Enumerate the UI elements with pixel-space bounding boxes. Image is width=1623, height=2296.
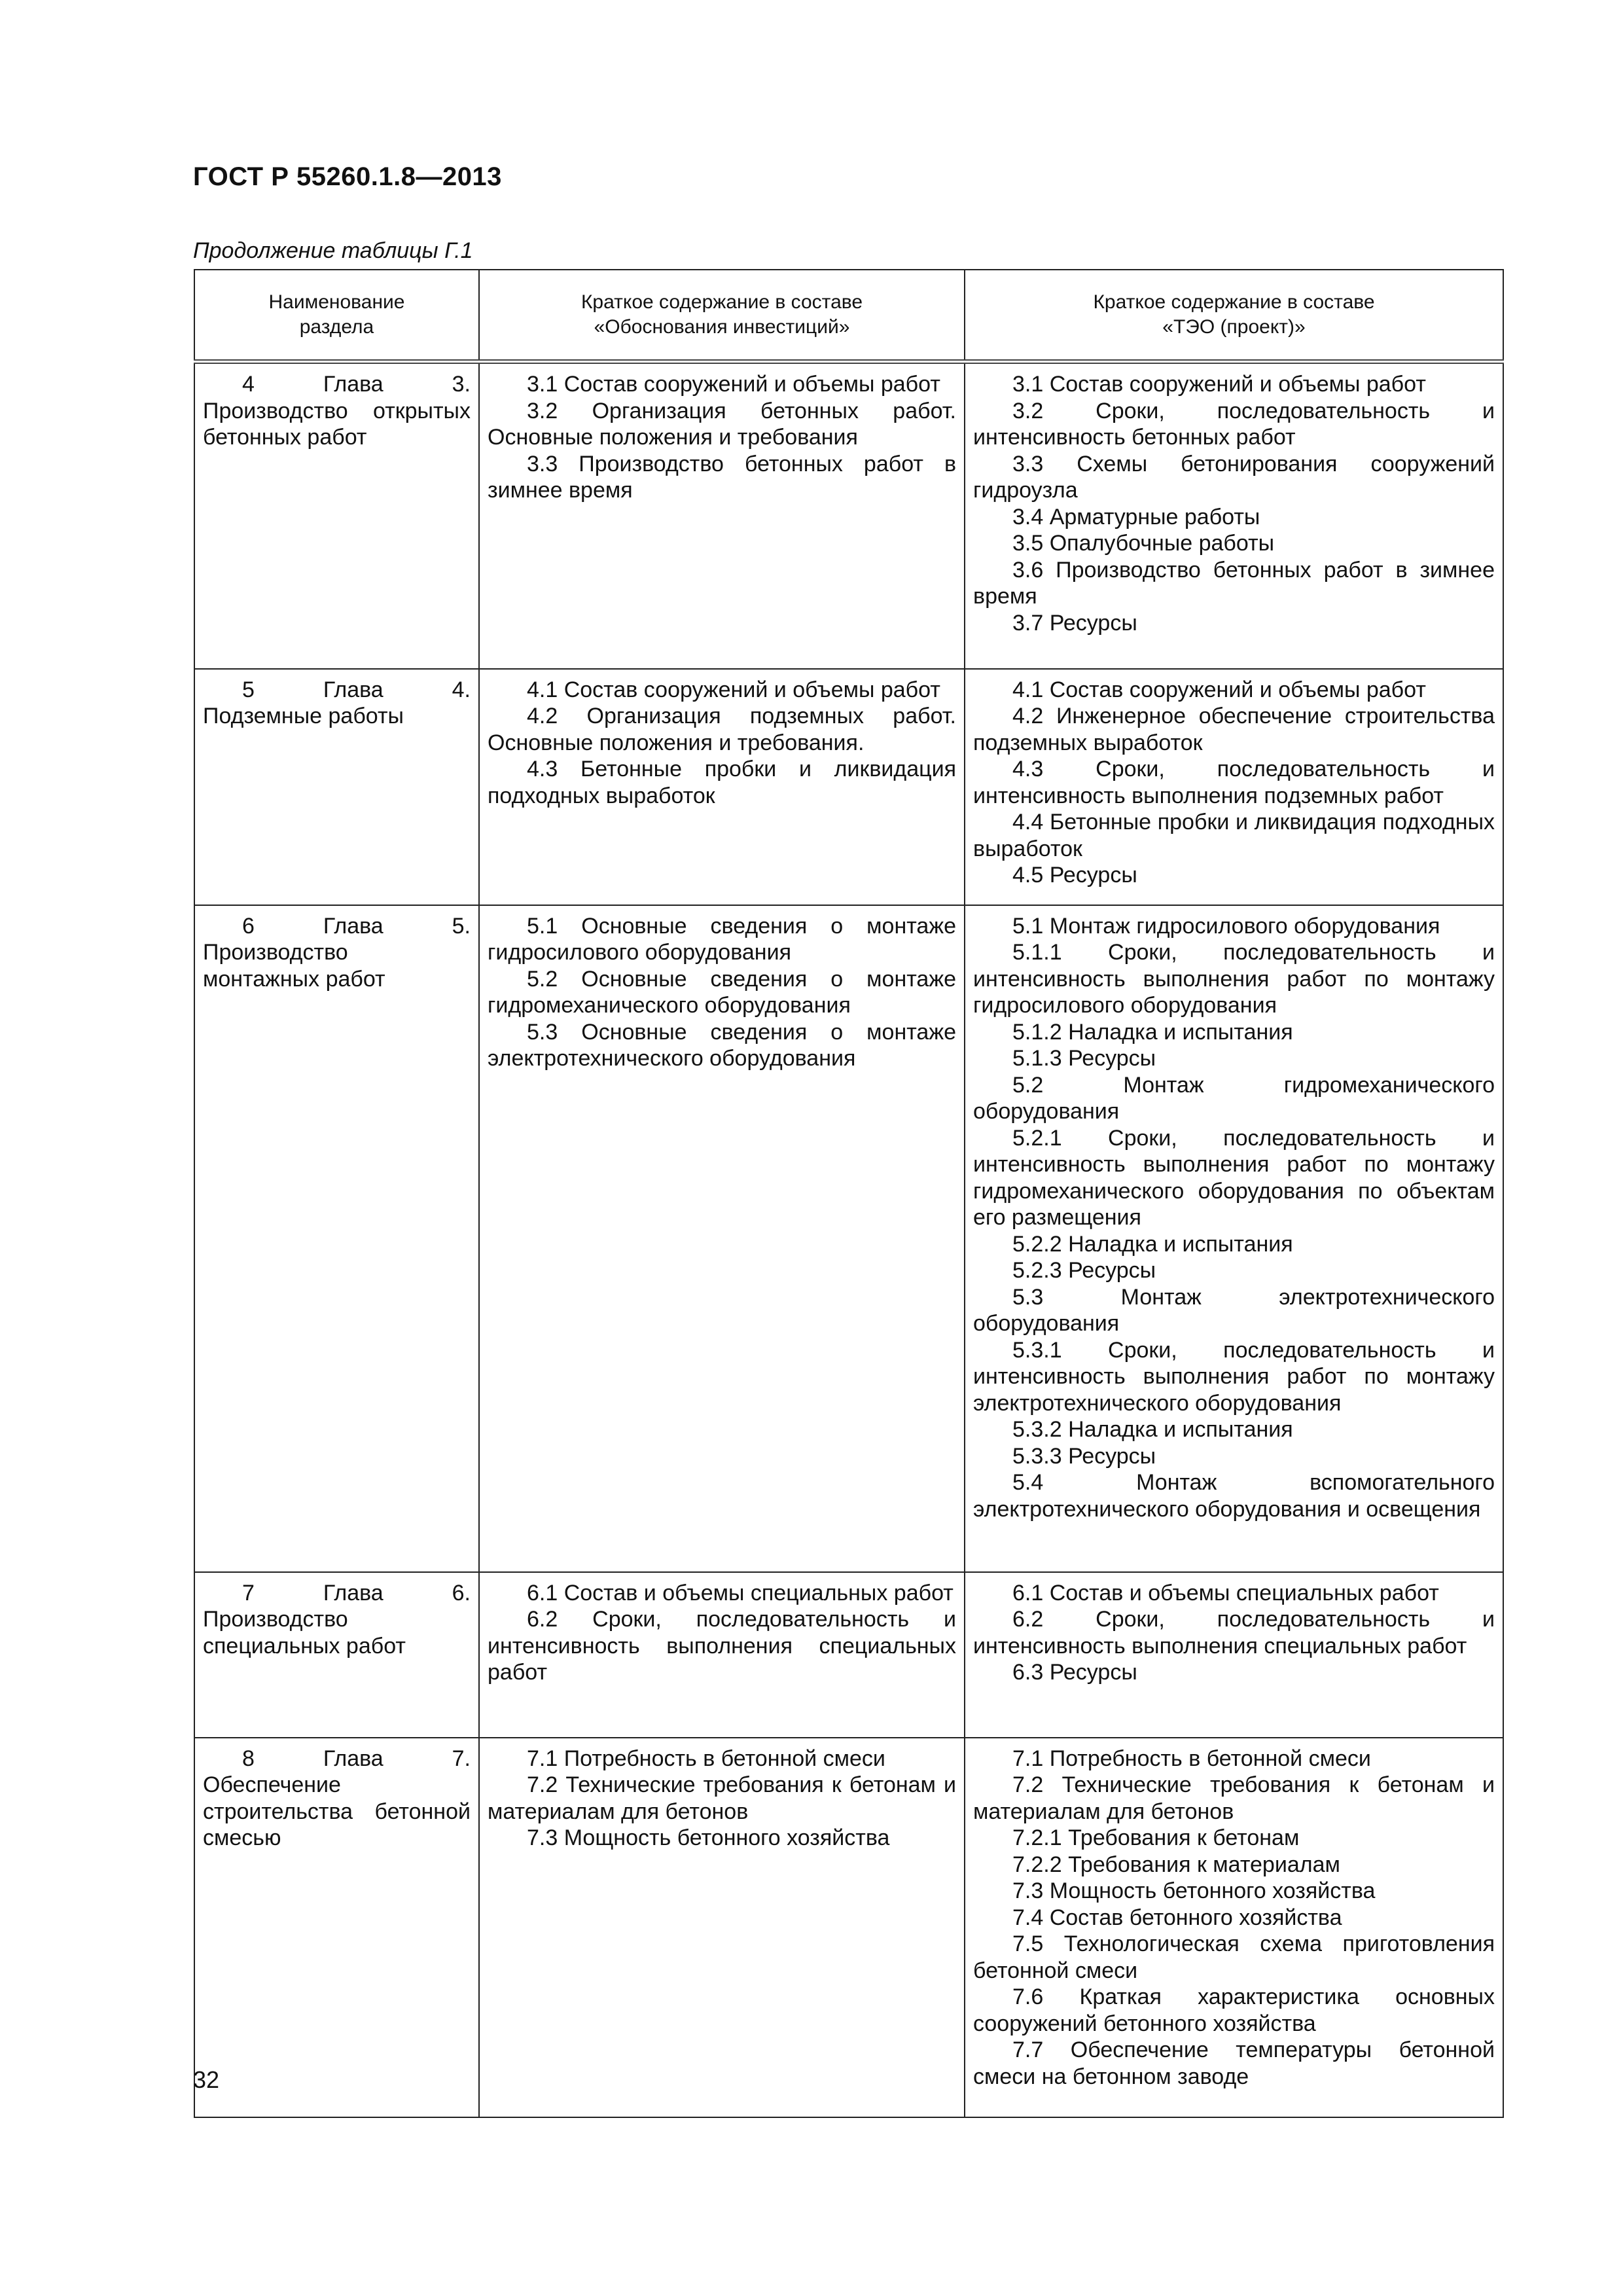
table-row	[194, 1572, 1503, 1738]
feasibility-content-cell	[965, 905, 1503, 1572]
investment-content-cell	[479, 905, 965, 1572]
section-name: 7 Глава 6. Производство специальных работ	[203, 1580, 471, 1659]
section-name: 4 Глава 3. Производство открытых бетонных работ	[203, 372, 471, 450]
content-item: 4.1 Состав сооружений и объемы работ	[527, 677, 940, 702]
table-body	[194, 362, 1503, 2117]
content-item: 4.2 Организация подземных работ. Основные положения и требования.	[488, 704, 956, 755]
content-item: 7.3 Мощность бетонного хозяйства	[1012, 1878, 1376, 1903]
content-item: 5.2.3 Ресурсы	[1012, 1258, 1156, 1283]
content-item: 4.3 Сроки, последовательность и интенсивность выполнения подземных работ	[973, 757, 1495, 808]
content-item: 7.7 Обеспечение температуры бетонной смеси на бетонном заводе	[973, 2037, 1495, 2089]
content-item: 5.2.1 Сроки, последовательность и интенсивность выполнения работ по монтажу гидромеханического оборудования по объектам его размещения	[973, 1125, 1495, 1230]
header-row	[194, 270, 1503, 362]
content-item: 7.2.2 Требования к материалам	[1012, 1852, 1340, 1877]
investment-content-cell	[479, 1738, 965, 2117]
section-name-cell	[194, 905, 479, 1572]
content-item: 3.4 Арматурные работы	[1012, 504, 1260, 529]
content-item: 3.7 Ресурсы	[1012, 610, 1137, 636]
investment-content-cell	[479, 669, 965, 905]
page-number: 32	[193, 2066, 220, 2093]
content-item: 7.1 Потребность в бетонной смеси	[527, 1746, 885, 1771]
content-item: 5.3.1 Сроки, последовательность и интенсивность выполнения работ по монтажу электротехнического оборудования	[973, 1337, 1495, 1416]
content-item: 4.1 Состав сооружений и объемы работ	[1012, 677, 1426, 702]
content-item: 5.3 Основные сведения о монтаже электротехнического оборудования	[488, 1019, 956, 1071]
content-item: 5.2 Основные сведения о монтаже гидромеханического оборудования	[488, 966, 956, 1018]
investment-content-cell	[479, 362, 965, 669]
section-name-cell	[194, 1572, 479, 1738]
content-item: 3.5 Опалубочные работы	[1012, 531, 1275, 556]
investment-content-cell	[479, 1572, 965, 1738]
table-header	[194, 270, 1503, 362]
column-header-line: «Обоснования инвестиций»	[594, 316, 850, 338]
content-item: 5.3.2 Наладка и испытания	[1012, 1417, 1293, 1442]
content-item: 4.5 Ресурсы	[1012, 863, 1137, 888]
content-item: 6.1 Состав и объемы специальных работ	[1012, 1580, 1439, 1605]
content-item: 7.5 Технологическая схема приготовления бетонной смеси	[973, 1931, 1495, 1983]
content-item: 7.2 Технические требования к бетонам и материалам для бетонов	[973, 1772, 1495, 1824]
section-name-cell	[194, 362, 479, 669]
content-item: 5.3.3 Ресурсы	[1012, 1443, 1156, 1469]
content-item: 5.1.3 Ресурсы	[1012, 1046, 1156, 1071]
column-header-line: Краткое содержание в составе	[1093, 291, 1375, 313]
content-item: 4.2 Инженерное обеспечение строительства подземных выработок	[973, 704, 1495, 755]
content-item: 7.6 Краткая характеристика основных сооружений бетонного хозяйства	[973, 1984, 1495, 2036]
feasibility-content-cell	[965, 669, 1503, 905]
content-item: 3.3 Схемы бетонирования сооружений гидроузла	[973, 451, 1495, 503]
content-item: 5.3 Монтаж электротехнического оборудования	[973, 1284, 1495, 1336]
table-caption: Продолжение таблицы Г.1	[193, 238, 473, 263]
column-header-line: «ТЭО (проект)»	[1162, 316, 1306, 338]
content-item: 3.2 Сроки, последовательность и интенсивность бетонных работ	[973, 398, 1495, 450]
column-header-line: Наименование	[268, 291, 405, 313]
column-header-section	[194, 270, 479, 362]
content-item: 5.4 Монтаж вспомогательного электротехнического оборудования и освещения	[973, 1470, 1495, 1522]
document-code: ГОСТ Р 55260.1.8—2013	[193, 162, 502, 191]
content-item: 6.1 Состав и объемы специальных работ	[527, 1580, 954, 1605]
column-header-line: раздела	[299, 316, 374, 338]
content-item: 4.4 Бетонные пробки и ликвидация подходных выработок	[973, 810, 1495, 861]
content-item: 4.3 Бетонные пробки и ликвидация подходных выработок	[488, 757, 956, 808]
content-item: 5.2.2 Наладка и испытания	[1012, 1231, 1293, 1257]
content-item: 3.1 Состав сооружений и объемы работ	[1012, 372, 1426, 397]
section-name: 8 Глава 7. Обеспечение строительства бетонной смесью	[203, 1746, 471, 1850]
content-item: 5.1 Монтаж гидросилового оборудования	[1012, 913, 1440, 939]
section-name-cell	[194, 669, 479, 905]
content-item: 5.1 Основные сведения о монтаже гидросилового оборудования	[488, 913, 956, 965]
content-item: 5.2 Монтаж гидромеханического оборудования	[973, 1072, 1495, 1124]
table-row	[194, 669, 1503, 905]
content-item: 7.4 Состав бетонного хозяйства	[1012, 1905, 1342, 1930]
feasibility-content-cell	[965, 1572, 1503, 1738]
table-row	[194, 905, 1503, 1572]
column-header-line: Краткое содержание в составе	[580, 291, 863, 313]
content-item: 5.1.2 Наладка и испытания	[1012, 1019, 1293, 1045]
section-name: 5 Глава 4. Подземные работы	[203, 677, 471, 728]
content-item: 7.2 Технические требования к бетонам и материалам для бетонов	[488, 1772, 956, 1824]
table-row	[194, 1738, 1503, 2117]
content-item: 6.2 Сроки, последовательность и интенсивность выполнения специальных работ	[488, 1607, 956, 1685]
content-item: 6.2 Сроки, последовательность и интенсивность выполнения специальных работ	[973, 1607, 1495, 1659]
contents-table	[194, 269, 1504, 2118]
content-item: 6.3 Ресурсы	[1012, 1660, 1137, 1685]
table-row	[194, 362, 1503, 669]
content-item: 3.2 Организация бетонных работ. Основные положения и требования	[488, 398, 956, 450]
column-header-feasibility	[965, 270, 1503, 362]
section-name-cell	[194, 1738, 479, 2117]
content-item: 5.1.1 Сроки, последовательность и интенсивность выполнения работ по монтажу гидросилового оборудования	[973, 940, 1495, 1018]
column-header-investment	[479, 270, 965, 362]
feasibility-content-cell	[965, 362, 1503, 669]
section-name: 6 Глава 5. Производство монтажных работ	[203, 913, 471, 992]
content-item: 7.3 Мощность бетонного хозяйства	[527, 1825, 890, 1850]
content-item: 7.2.1 Требования к бетонам	[1012, 1825, 1300, 1850]
content-item: 3.3 Производство бетонных работ в зимнее время	[488, 451, 956, 503]
feasibility-content-cell	[965, 1738, 1503, 2117]
content-item: 3.1 Состав сооружений и объемы работ	[527, 372, 940, 397]
content-item: 7.1 Потребность в бетонной смеси	[1012, 1746, 1371, 1771]
content-item: 3.6 Производство бетонных работ в зимнее время	[973, 557, 1495, 609]
